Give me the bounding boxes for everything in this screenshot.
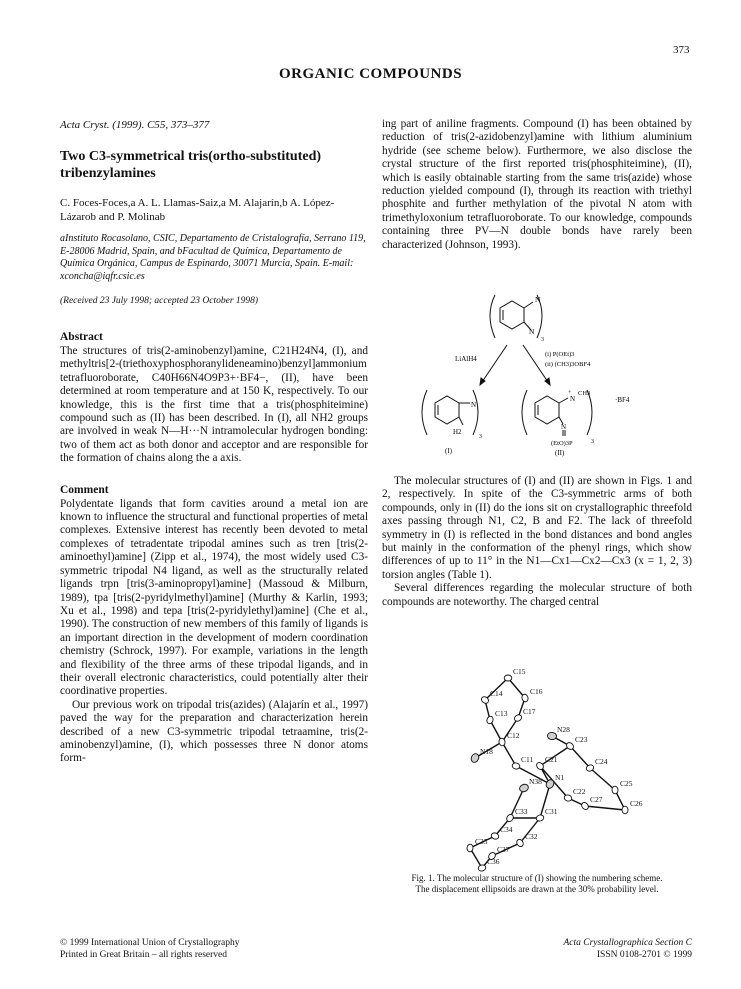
atom-label-n38: N38 <box>529 777 542 786</box>
atom-label-c24: C24 <box>595 757 608 766</box>
atom-c15 <box>504 675 512 681</box>
comment-heading: Comment <box>60 483 109 496</box>
scheme-n3-subscript: 3 <box>541 337 544 343</box>
footer-left <box>60 937 240 961</box>
product-ii-n-plus: N <box>570 395 576 403</box>
figure-caption-line-1: Fig. 1. The molecular structure of (I) showing the numbering scheme. <box>411 873 663 883</box>
bond-lines <box>470 678 625 868</box>
bond-c27-c26 <box>585 806 625 810</box>
atom-label-c27: C27 <box>590 795 603 804</box>
affiliation: aInstituto Rocasolano, CSIC, Departamento de Cristalografía, Serrano 119, E-28006 Madrid, Spain, and bFacultad de Química, Departamento de Química Orgánica, Campus de Espinardo, 30071 Murcia, Spain. E-mail: xconcha@iqfr.csic.es <box>60 233 366 282</box>
atom-label-c35: C35 <box>475 837 488 846</box>
reaction-arrows <box>480 345 550 385</box>
comment-paragraph-2: Our previous work on tripodal tris(azides) (Alajarín et al., 1997) paved the way for the preparation and characterization herein described of a new C3-symmetric tripodal tetraamine, tris(2-aminobenzyl)amine, (I), which possesses three N donor atoms form- <box>60 698 368 765</box>
atom-c17 <box>513 713 523 722</box>
comment-paragraph-1: Polydentate ligands that form cavities around a metal ion are known to influence the structural and functional properties of metal complexes. Extensive interest has recently been devoted to metal complexes of tetradentate tripodal amines such as tren [tris(2-aminoethyl)amine] (Zipp et al., 1974), the most widely used C3-symmetric tripodal N4 ligand, as well as the structurally related ligands trpn [tris(3-aminopropyl)amine] (Massoud & Milburn, 1989), tpa [tris(2-pyridylmethyl)amine] (Murthy & Karlin, 1993; Xu et al., 1998) and tepa [tris(2-pyridylethyl)amine] (Che et al., 1990). The construction of new members of this family of ligands is an important direction in the development of modern coordination chemistry (Schrock, 1997). For example, variations in the length and flexibility of the three arms of these tripodal ligands, and in their overall electronic characteristics, could potentially alter their coordinative properties. <box>60 497 368 698</box>
product-ii-label: (II) <box>555 449 565 457</box>
reaction-scheme <box>415 290 685 460</box>
received-dates: (Received 23 July 1998; accepted 23 October 1998) <box>60 296 259 306</box>
atom-label-n18: N18 <box>480 747 493 756</box>
paper-title: Two C3-symmetrical tris(ortho-substituted) tribenzylamines <box>60 149 322 181</box>
atom-label-c31: C31 <box>545 807 558 816</box>
atom-label-c15: C15 <box>513 667 526 676</box>
reagent-step-2: (ii) (CH3)3OBF4 <box>545 361 591 368</box>
atom-label-c12: C12 <box>507 731 520 740</box>
atom-c16 <box>521 694 529 703</box>
product-ii-plus: + <box>568 390 572 396</box>
atom-c36 <box>478 864 487 871</box>
scheme-n3-label: N <box>535 295 541 304</box>
product-i-nh2: H2 <box>453 428 462 436</box>
right-paragraph-3: Several differences regarding the molecular structure of both compounds are noteworthy. The charged central <box>382 582 692 608</box>
product-i-structure <box>422 390 478 435</box>
atom-label-c36: C36 <box>487 857 500 866</box>
atom-n38 <box>518 783 529 793</box>
left-column <box>60 118 368 766</box>
issn-line: ISSN 0108-2701 © 1999 <box>596 950 692 960</box>
atom-ellipsoids <box>467 675 628 872</box>
right-paragraph-2: The molecular structures of (I) and (II) are shown in Figs. 1 and 2, respectively. In spite of the C3-symmetric arms of both compounds, only in (II) do the ions sit on crystallographic threefold axes passing through N1, C2, B and F2. The lack of threefold symmetry in (I) is reflected in the bond distances and bond angles but mainly in the conformation of the phenyl rings, which show differences of up to 11° in the N1—Cx1—Cx2—Cx3 (x = 1, 2, 3) torsion angles (Table 1). <box>382 475 692 581</box>
page-number: 373 <box>673 44 690 56</box>
atom-label-c34: C34 <box>500 825 513 834</box>
abstract-heading: Abstract <box>60 331 103 343</box>
figure-caption <box>382 873 692 895</box>
product-ii-subscript: 3 <box>591 439 594 445</box>
printed-line: Printed in Great Britain – all rights reserved <box>60 950 227 960</box>
atom-c26 <box>622 806 628 814</box>
abstract-text: The structures of tris(2-aminobenzyl)amine, C21H24N4, (I), and methyltris[2-(triethoxyphosphoranylideneamino)benzyl]ammonium tetrafluoroborate, C40H66N4O9P3+·BF4−, (II), have been determined at room temperature and at 150 K, respectively. To our knowledge, this is the first time that a tris(phosphiteimine) compound such as (II) has been described. In (I), all NH2 groups are involved in weak N—H···N intramolecular hydrogen bonding: two of them act as both donor and acceptor and are responsible for the formation of chains along the a axis. <box>60 345 368 465</box>
atom-label-n1: N1 <box>555 773 565 782</box>
right-column-top <box>382 118 692 252</box>
footer-right <box>470 937 692 961</box>
atom-label-c13: C13 <box>495 709 508 718</box>
atom-c35 <box>467 844 474 852</box>
product-ii-p-oet: (EtO)3P <box>551 440 573 447</box>
atom-c22 <box>564 794 573 802</box>
journal-name: Acta Crystallographica Section C <box>563 938 692 948</box>
product-ii-bf4: ·BF4 <box>615 396 630 404</box>
atom-label-c21: C21 <box>545 755 558 764</box>
atom-n1 <box>545 778 556 789</box>
atom-label-n28: N28 <box>557 725 570 734</box>
atom-labels <box>475 667 643 866</box>
right-paragraph-1: ing part of aniline fragments. Compound (I) has been obtained by reduction of tris(2-azidobenzyl)amine with lithium aluminium hydride (see scheme below). Furthermore, we also disclose the crystal structure of the first reported tris(phosphiteimine), (II), which is easily obtainable starting from the same tris(azide) whose reduction yielded compound (I), through its reaction with triethyl phosphite and further methylation of the pivotal N atom with trimethyloxonium tetrafluoroborate. To our knowledge, compounds containing three PV—N double bonds have rarely been characterized (Johnson, 1993). <box>382 118 692 251</box>
right-column-bottom <box>382 475 692 609</box>
citation: Acta Cryst. (1999). C55, 373–377 <box>60 119 210 131</box>
atom-n28 <box>547 732 557 740</box>
atom-c13 <box>486 715 494 724</box>
atom-label-c37: C37 <box>497 845 510 854</box>
product-ii-ch3: CH3 <box>578 390 591 397</box>
atom-c11 <box>512 762 521 769</box>
atom-label-c14: C14 <box>490 689 503 698</box>
bond-c23-c24 <box>570 746 590 768</box>
atom-label-c23: C23 <box>575 735 588 744</box>
product-i-subscript: 3 <box>479 434 482 440</box>
authors: C. Foces-Foces,a A. L. Llamas-Saiz,a M. Alajarín,b A. López-Lázarob and P. Molinab <box>60 197 335 223</box>
atom-label-c33: C33 <box>515 807 528 816</box>
atom-label-c32: C32 <box>525 832 538 841</box>
reagent-step-1: (i) P(OEt)3 <box>545 351 575 358</box>
atom-c27 <box>580 801 589 811</box>
bond-c24-c25 <box>590 768 615 790</box>
atom-label-c25: C25 <box>620 779 633 788</box>
atom-label-c16: C16 <box>530 687 543 696</box>
product-i-n: N <box>471 401 477 409</box>
product-ii-n: N <box>561 423 567 431</box>
atom-label-c26: C26 <box>630 799 643 808</box>
scheme-n-label: N <box>529 327 535 336</box>
atom-n18 <box>470 752 480 763</box>
atom-label-c17: C17 <box>523 707 536 716</box>
product-i-label: (I) <box>445 447 452 455</box>
molecular-structure-figure <box>440 658 660 873</box>
copyright-line: © 1999 International Union of Crystallography <box>60 938 240 948</box>
atom-label-c11: C11 <box>521 755 534 764</box>
atom-c25 <box>612 786 619 794</box>
atom-label-c22: C22 <box>573 787 586 796</box>
atom-c31 <box>535 814 544 822</box>
figure-caption-line-2: The displacement ellipsoids are drawn at the 30% probability level. <box>415 884 659 894</box>
reagent-lialh4: LiAlH4 <box>455 355 477 363</box>
section-title: ORGANIC COMPOUNDS <box>278 66 463 82</box>
